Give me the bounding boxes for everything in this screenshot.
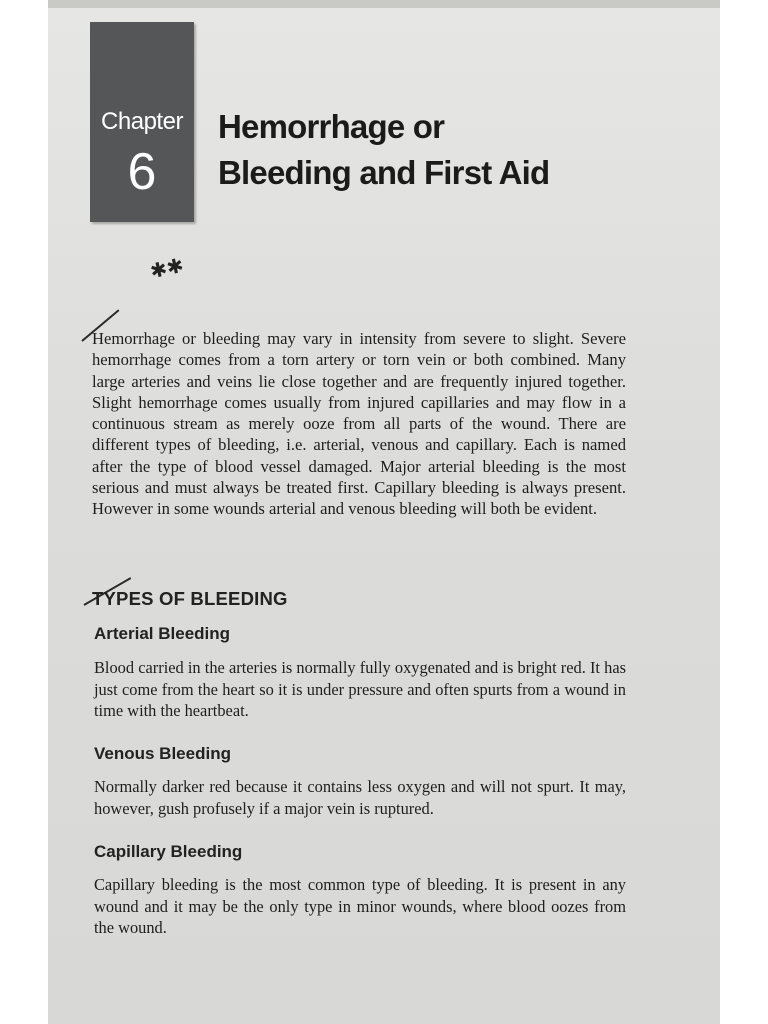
chapter-title-line2: Bleeding and First Aid [218, 154, 550, 191]
subheading-venous: Venous Bleeding [94, 744, 231, 763]
subheading-capillary: Capillary Bleeding [94, 842, 243, 861]
chapter-badge [90, 22, 194, 222]
section-heading: TYPES OF BLEEDING [92, 588, 288, 609]
paragraph-arterial: Blood carried in the arteries is normally fully oxygenated and is bright red. It has just come from the heart so it is under pressure and often spurts from a wound in time with the heartbeat. [94, 658, 626, 720]
chapter-title [218, 104, 638, 196]
background-right [720, 0, 768, 1024]
background-left [0, 0, 48, 1024]
subheading-arterial: Arterial Bleeding [94, 624, 231, 643]
paragraph-venous: Normally darker red because it contains less oxygen and will not spurt. It may, however, gush profusely if a major vein is ruptured. [94, 777, 626, 818]
intro-paragraph: Hemorrhage or bleeding may vary in intensity from severe to slight. Severe hemorrhage comes from a torn artery or torn vein or both combined. Many large arteries and veins lie close together and are frequently injured together. Slight hemorrhage comes usually from injured capillaries and may flow in a continuous stream as merely ooze from all parts of the wound. There are different types of bleeding, i.e. arterial, venous and capillary. Each is named after the type of blood vessel damaged. Major arterial bleeding is the most serious and must always be treated first. Capillary bleeding is always present. However in some wounds arterial and venous bleeding will both be evident. [92, 329, 626, 519]
chapter-label: Chapter [101, 108, 183, 135]
chapter-title-line1: Hemorrhage or [218, 108, 445, 145]
chapter-number: 6 [127, 143, 157, 201]
handwritten-stars-icon: ✱✱ [147, 252, 186, 284]
paragraph-capillary: Capillary bleeding is the most common type of bleeding. It is present in any wound and it may be the only type in minor wounds, where blood oozes from the wound. [94, 875, 626, 937]
